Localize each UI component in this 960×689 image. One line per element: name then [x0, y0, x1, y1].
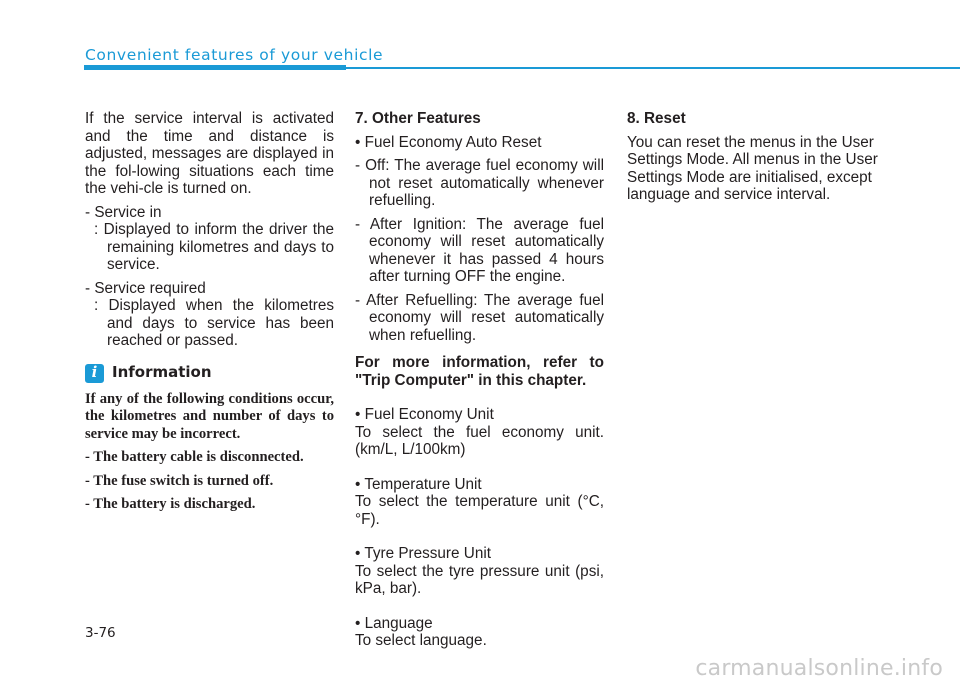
header-accent-bar	[84, 65, 346, 70]
service-required-description: : Displayed when the kilometres and days to service has been reached or passed.	[94, 297, 334, 349]
information-item: - The fuse switch is turned off.	[85, 472, 274, 489]
temperature-unit-description: To select the temperature unit (°C,°F).	[355, 493, 604, 528]
fuel-economy-unit-description: To select the fuel economy unit. (km/L, L/100km)	[355, 423, 604, 458]
option-after-refuelling: - After Refuelling: The average fuel economy will reset automatically when refuelling.	[355, 291, 604, 344]
information-icon: i	[85, 364, 104, 383]
column-middle	[355, 110, 604, 650]
service-in-label: - Service in	[85, 203, 162, 221]
other-features-heading: 7. Other Features	[355, 110, 481, 127]
language-description: To select language.	[355, 632, 487, 649]
section-title: Convenient features of your vehicle	[85, 46, 384, 64]
spacer	[355, 528, 604, 545]
page-number: 3-76	[85, 625, 116, 641]
column-left	[85, 110, 334, 514]
information-title: Information	[112, 363, 212, 382]
option-after-ignition: - After Ignition: The average fuel economy will reset automatically whenever it has passed 4 hours after turning OFF the engine.	[355, 215, 604, 285]
watermark: carmanualsonline.info	[695, 656, 943, 681]
language-label: • Language	[355, 614, 433, 632]
reset-description: You can reset the menus in the User Settings Mode. All menus in the User Settings Mode are initialised, except language and service interval.	[627, 133, 878, 203]
fuel-economy-unit-label: • Fuel Economy Unit	[355, 406, 494, 423]
header-rule	[346, 67, 960, 69]
more-info-note: For more information, refer to "Trip Computer" in this chapter.	[355, 354, 604, 389]
service-interval-intro: If the service interval is activated and the time and distance is adjusted, messages are displayed in the fol-lowing situations each time the vehi-cle is turned on.	[85, 110, 334, 197]
column-right	[627, 110, 879, 204]
tyre-pressure-unit-description: To select the tyre pressure unit (psi, kPa, bar).	[355, 562, 604, 597]
service-required-label: - Service required	[85, 279, 206, 297]
option-off: - Off: The average fuel economy will not reset automatically whenever refuelling.	[355, 157, 604, 209]
reset-heading: 8. Reset	[627, 110, 686, 127]
temperature-unit-label: • Temperature Unit	[355, 475, 482, 493]
information-heading	[85, 364, 334, 383]
information-item: - The battery cable is disconnected.	[85, 449, 304, 465]
fuel-economy-auto-reset-label: • Fuel Economy Auto Reset	[355, 133, 542, 151]
tyre-pressure-unit-label: • Tyre Pressure Unit	[355, 545, 491, 562]
spacer	[355, 459, 604, 476]
service-in-description: : Displayed to inform the driver the remaining kilometres and days to service.	[94, 221, 334, 273]
spacer	[355, 389, 604, 406]
information-item: - The battery is discharged.	[85, 496, 256, 512]
information-text: If any of the following conditions occur, the kilometres and number of days to service may be incorrect.	[85, 390, 334, 442]
spacer	[355, 598, 604, 615]
